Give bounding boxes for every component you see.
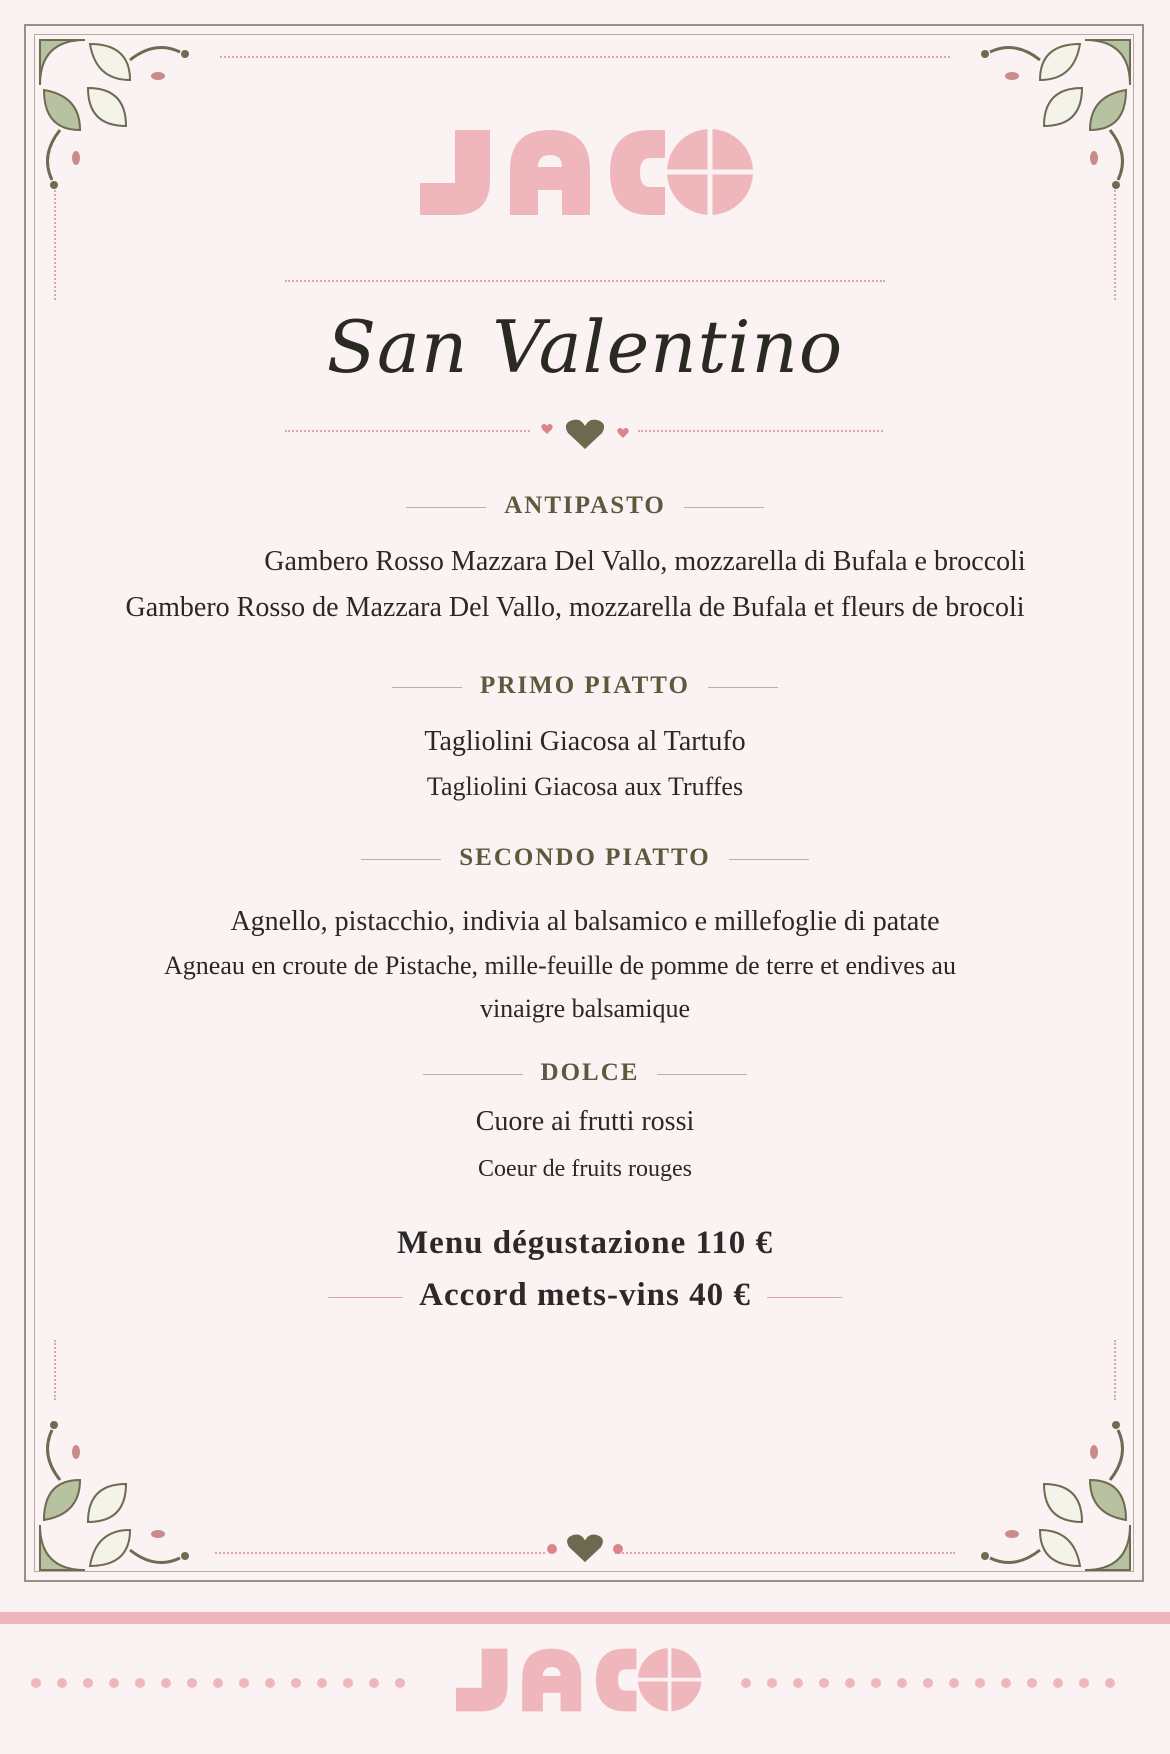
price-rule [328, 1297, 403, 1298]
dish-line-italian: Agnello, pistacchio, indivia al balsamico e millefoglie di patate [230, 906, 940, 937]
dish-line-italian: Gambero Rosso Mazzara Del Vallo, mozzarella di Bufala e broccoli [264, 546, 1026, 577]
heading-rule [392, 687, 462, 688]
bottom-dotted-border-left [215, 1552, 545, 1554]
heart-icon [565, 418, 605, 450]
right-dotted-border [1114, 190, 1116, 300]
corner-leaf-ornament-icon [30, 30, 200, 200]
heading-rule [361, 859, 441, 860]
section-heading-text: SECONDO PIATTO [459, 844, 711, 871]
price-rule [767, 1297, 842, 1298]
title-divider-left [285, 430, 530, 432]
page-title: San Valentino [326, 305, 844, 389]
price-accord-text: Accord mets-vins 40 € [419, 1277, 751, 1313]
section-heading-text: DOLCE [540, 1059, 640, 1086]
footer-hearts-right [740, 1676, 1140, 1688]
price-degustazione: Menu dégustazione 110 € [397, 1225, 773, 1261]
small-heart-icon [546, 1543, 558, 1555]
section-heading-primo-piatto [0, 672, 1170, 700]
right-dotted-border-lower [1114, 1340, 1116, 1400]
heading-rule [729, 859, 809, 860]
price-accord-mets-vins [0, 1277, 1170, 1314]
small-heart-icon [541, 423, 553, 435]
heading-rule [406, 507, 486, 508]
left-dotted-border-lower [54, 1340, 56, 1400]
dish-line-italian: Cuore ai frutti rossi [475, 1106, 695, 1137]
top-dotted-border [220, 56, 950, 58]
dish-line-french: Coeur de fruits rouges [478, 1156, 692, 1182]
small-heart-icon [612, 1543, 624, 1555]
dish-line-french: Tagliolini Giacosa aux Truffes [426, 772, 744, 801]
section-heading-dolce [0, 1059, 1170, 1087]
bottom-dotted-border-right [615, 1552, 955, 1554]
footer-brand-logo [445, 1645, 710, 1715]
corner-leaf-ornament-icon [970, 30, 1140, 200]
section-heading-secondo-piatto [0, 844, 1170, 872]
dish-line-french: vinaigre balsamique [479, 994, 691, 1023]
small-heart-icon [617, 427, 629, 439]
footer-band [0, 1612, 1170, 1624]
corner-leaf-ornament-icon [30, 1410, 200, 1580]
title-divider-right [638, 430, 883, 432]
title-top-dotted-rule [285, 280, 885, 282]
section-heading-text: ANTIPASTO [504, 492, 666, 519]
heading-rule [423, 1074, 523, 1075]
dish-line-french: Gambero Rosso de Mazzara Del Vallo, mozzarella de Bufala et fleurs de brocoli [125, 592, 1025, 623]
footer-hearts-left [30, 1676, 430, 1688]
dish-line-french: Agneau en croute de Pistache, mille-feuille de pomme de terre et endives au [164, 951, 956, 980]
inner-frame [34, 34, 1134, 1572]
heart-icon [566, 1533, 604, 1563]
dish-line-italian: Tagliolini Giacosa al Tartufo [424, 726, 746, 757]
brand-logo [415, 125, 755, 220]
section-heading-text: PRIMO PIATTO [480, 672, 690, 699]
heading-rule [708, 687, 778, 688]
section-heading-antipasto [0, 492, 1170, 520]
left-dotted-border [54, 190, 56, 300]
corner-leaf-ornament-icon [970, 1410, 1140, 1580]
heading-rule [684, 507, 764, 508]
heading-rule [657, 1074, 747, 1075]
